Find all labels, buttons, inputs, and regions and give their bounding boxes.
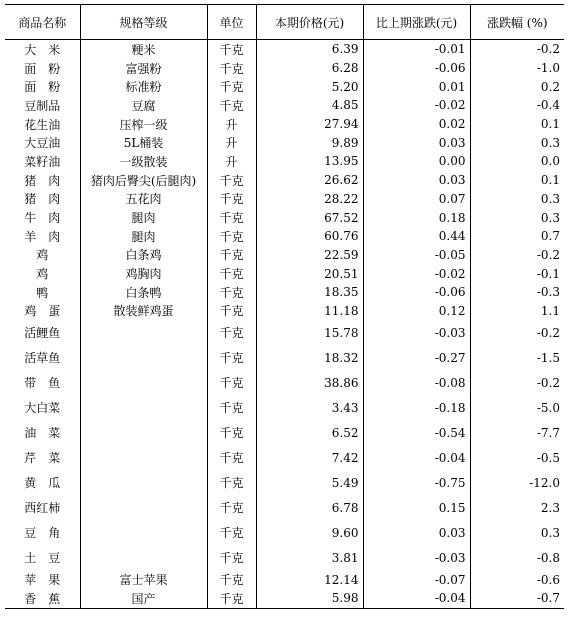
cell-product-name: 苹 果 <box>24 573 61 588</box>
cell-spec-grade: 豆腐 <box>80 96 207 115</box>
cell-product-name: 土 豆 <box>24 551 61 566</box>
cell-price-change: -0.02 <box>363 264 470 283</box>
cell-product-name: 大白菜 <box>24 401 61 416</box>
header-price-change: 比上期涨跌(元) <box>363 5 470 40</box>
table-row <box>5 59 564 78</box>
cell-spec-grade <box>80 370 207 395</box>
header-change-percent: 涨跌幅 (%) <box>470 5 564 40</box>
cell-unit: 千克 <box>207 470 256 495</box>
cell-price-change: 0.07 <box>363 190 470 209</box>
cell-spec-grade <box>80 445 207 470</box>
cell-current-price: 18.32 <box>256 345 363 370</box>
price-table <box>5 4 564 609</box>
cell-change-percent: -0.5 <box>470 445 564 470</box>
cell-current-price: 5.20 <box>256 77 363 96</box>
cell-unit: 升 <box>207 152 256 171</box>
cell-price-change: 0.02 <box>363 115 470 134</box>
cell-change-percent: 0.1 <box>470 171 564 190</box>
table-row <box>5 40 564 59</box>
table-row <box>5 171 564 190</box>
table-row <box>5 470 564 495</box>
header-product-name: 商品名称 <box>5 5 80 40</box>
table-row <box>5 190 564 209</box>
cell-product-name: 鸡 <box>36 248 49 263</box>
cell-current-price: 12.14 <box>256 570 363 589</box>
cell-product-name: 香 蕉 <box>5 589 80 608</box>
cell-price-change: 0.00 <box>363 152 470 171</box>
cell-change-percent: 1.1 <box>470 302 564 321</box>
cell-unit: 千克 <box>207 208 256 227</box>
table-row <box>5 420 564 445</box>
cell-change-percent: 0.7 <box>470 227 564 246</box>
cell-spec-grade: 散装鲜鸡蛋 <box>80 302 207 321</box>
cell-price-change: -0.03 <box>363 545 470 570</box>
cell-price-change: -0.18 <box>363 395 470 420</box>
cell-product-name: 猪 肉 <box>24 173 61 188</box>
cell-current-price: 6.39 <box>256 40 363 59</box>
cell-change-percent: 0.2 <box>470 77 564 96</box>
cell-current-price: 22.59 <box>256 246 363 265</box>
cell-spec-grade: 猪肉后臀尖(后腿肉) <box>80 171 207 190</box>
table-row <box>5 520 564 545</box>
header-spec-grade: 规格等级 <box>80 5 207 40</box>
cell-product-name: 花生油 <box>24 117 61 132</box>
table-row <box>5 345 564 370</box>
cell-current-price: 38.86 <box>256 370 363 395</box>
table-row <box>5 133 564 152</box>
cell-unit: 升 <box>207 133 256 152</box>
table-row <box>5 302 564 321</box>
cell-change-percent: -0.3 <box>470 283 564 302</box>
cell-current-price: 28.22 <box>256 190 363 209</box>
cell-change-percent: -0.7 <box>470 589 564 608</box>
cell-spec-grade: 标准粉 <box>80 77 207 96</box>
cell-current-price: 4.85 <box>256 96 363 115</box>
header-row <box>5 5 564 40</box>
cell-product-name: 大豆油 <box>24 136 61 151</box>
header-current-price: 本期价格(元) <box>256 5 363 40</box>
cell-product-name: 鸡 <box>36 267 49 282</box>
cell-spec-grade: 富强粉 <box>80 59 207 78</box>
cell-current-price: 5.49 <box>256 470 363 495</box>
cell-current-price: 7.42 <box>256 445 363 470</box>
cell-change-percent: -0.6 <box>470 570 564 589</box>
cell-price-change: -0.27 <box>363 345 470 370</box>
cell-price-change: -0.06 <box>363 59 470 78</box>
cell-price-change: 0.12 <box>363 302 470 321</box>
cell-change-percent: -7.7 <box>470 420 564 445</box>
cell-current-price: 3.81 <box>256 545 363 570</box>
cell-unit: 千克 <box>207 264 256 283</box>
cell-change-percent: -0.2 <box>470 370 564 395</box>
cell-spec-grade <box>80 545 207 570</box>
cell-spec-grade: 五花肉 <box>80 190 207 209</box>
cell-current-price: 9.89 <box>256 133 363 152</box>
cell-price-change: 0.18 <box>363 208 470 227</box>
table-row <box>5 115 564 134</box>
cell-spec-grade: 5L桶装 <box>80 133 207 152</box>
cell-price-change: -0.04 <box>363 589 470 608</box>
header-unit: 单位 <box>207 5 256 40</box>
table-row <box>5 283 564 302</box>
cell-current-price: 5.98 <box>256 589 363 608</box>
cell-unit: 千克 <box>207 589 256 608</box>
cell-price-change: 0.03 <box>363 133 470 152</box>
cell-unit: 千克 <box>207 96 256 115</box>
cell-current-price: 60.76 <box>256 227 363 246</box>
cell-change-percent: 0.3 <box>470 190 564 209</box>
cell-product-name: 活鲤鱼 <box>24 326 61 341</box>
cell-product-name: 猪 肉 <box>24 192 61 207</box>
cell-current-price: 67.52 <box>256 208 363 227</box>
cell-price-change: -0.02 <box>363 96 470 115</box>
cell-spec-grade: 腿肉 <box>80 227 207 246</box>
cell-product-name: 油 菜 <box>24 426 61 441</box>
cell-product-name: 面 粉 <box>24 61 61 76</box>
cell-spec-grade <box>80 395 207 420</box>
cell-unit: 千克 <box>207 520 256 545</box>
cell-spec-grade: 一级散装 <box>80 152 207 171</box>
table-row <box>5 152 564 171</box>
cell-current-price: 3.43 <box>256 395 363 420</box>
cell-price-change: -0.01 <box>363 40 470 59</box>
table-row <box>5 395 564 420</box>
cell-change-percent: -0.2 <box>470 40 564 59</box>
cell-unit: 千克 <box>207 345 256 370</box>
cell-unit: 千克 <box>207 320 256 345</box>
cell-product-name: 菜籽油 <box>24 154 61 169</box>
cell-change-percent: -0.4 <box>470 96 564 115</box>
table-row <box>5 570 564 589</box>
cell-product-name: 大 米 <box>24 42 61 57</box>
cell-spec-grade: 白条鸭 <box>80 283 207 302</box>
cell-unit: 千克 <box>207 570 256 589</box>
cell-change-percent: 0.3 <box>470 520 564 545</box>
table-row <box>5 495 564 520</box>
table-row <box>5 445 564 470</box>
cell-current-price: 26.62 <box>256 171 363 190</box>
cell-product-name: 西红柿 <box>24 501 61 516</box>
table-row <box>5 246 564 265</box>
cell-spec-grade <box>80 470 207 495</box>
cell-price-change: -0.06 <box>363 283 470 302</box>
cell-unit: 千克 <box>207 59 256 78</box>
cell-unit: 千克 <box>207 190 256 209</box>
table-row <box>5 96 564 115</box>
cell-current-price: 15.78 <box>256 320 363 345</box>
cell-price-change: -0.05 <box>363 246 470 265</box>
cell-spec-grade: 鸡胸肉 <box>80 264 207 283</box>
cell-unit: 千克 <box>207 40 256 59</box>
cell-current-price: 18.35 <box>256 283 363 302</box>
cell-current-price: 20.51 <box>256 264 363 283</box>
cell-price-change: 0.03 <box>363 520 470 545</box>
cell-price-change: -0.08 <box>363 370 470 395</box>
table-row <box>5 208 564 227</box>
cell-change-percent: -0.8 <box>470 545 564 570</box>
cell-price-change: 0.15 <box>363 495 470 520</box>
cell-product-name: 带 鱼 <box>24 376 61 391</box>
cell-product-name: 芹 菜 <box>24 451 61 466</box>
cell-current-price: 11.18 <box>256 302 363 321</box>
cell-price-change: -0.07 <box>363 570 470 589</box>
cell-change-percent: -5.0 <box>470 395 564 420</box>
cell-product-name: 豆 角 <box>24 526 61 541</box>
cell-spec-grade: 压榨一级 <box>80 115 207 134</box>
cell-spec-grade: 腿肉 <box>80 208 207 227</box>
cell-unit: 千克 <box>207 171 256 190</box>
cell-product-name: 鸭 <box>36 285 49 300</box>
cell-current-price: 6.52 <box>256 420 363 445</box>
cell-current-price: 6.78 <box>256 495 363 520</box>
table-row <box>5 320 564 345</box>
cell-product-name: 豆制品 <box>24 98 61 113</box>
cell-price-change: 0.01 <box>363 77 470 96</box>
cell-spec-grade <box>80 420 207 445</box>
table-row <box>5 545 564 570</box>
cell-unit: 升 <box>207 115 256 134</box>
cell-change-percent: 0.3 <box>470 208 564 227</box>
cell-product-name: 黄 瓜 <box>24 476 61 491</box>
cell-change-percent: -1.5 <box>470 345 564 370</box>
table-row <box>5 370 564 395</box>
cell-unit: 千克 <box>207 395 256 420</box>
cell-product-name: 鸡 蛋 <box>24 304 61 319</box>
table-body <box>5 40 564 609</box>
cell-price-change: -0.54 <box>363 420 470 445</box>
cell-unit: 千克 <box>207 246 256 265</box>
cell-spec-grade <box>80 495 207 520</box>
cell-spec-grade: 国产 <box>80 589 207 608</box>
cell-change-percent: -0.1 <box>470 264 564 283</box>
cell-unit: 千克 <box>207 495 256 520</box>
table-row <box>5 77 564 96</box>
table-row <box>5 264 564 283</box>
cell-change-percent: -12.0 <box>470 470 564 495</box>
cell-current-price: 6.28 <box>256 59 363 78</box>
cell-current-price: 9.60 <box>256 520 363 545</box>
cell-price-change: -0.03 <box>363 320 470 345</box>
cell-spec-grade <box>80 320 207 345</box>
cell-product-name: 牛 肉 <box>24 211 61 226</box>
cell-unit: 千克 <box>207 545 256 570</box>
cell-price-change: 0.44 <box>363 227 470 246</box>
cell-product-name: 面 粉 <box>24 80 61 95</box>
cell-change-percent: 2.3 <box>470 495 564 520</box>
cell-change-percent: 0.3 <box>470 133 564 152</box>
cell-spec-grade: 富士苹果 <box>80 570 207 589</box>
cell-unit: 千克 <box>207 370 256 395</box>
cell-unit: 千克 <box>207 77 256 96</box>
cell-change-percent: -0.2 <box>470 320 564 345</box>
cell-product-name: 羊 肉 <box>24 229 61 244</box>
cell-current-price: 27.94 <box>256 115 363 134</box>
cell-change-percent: 0.0 <box>470 152 564 171</box>
cell-price-change: -0.04 <box>363 445 470 470</box>
cell-spec-grade <box>80 345 207 370</box>
cell-spec-grade: 白条鸡 <box>80 246 207 265</box>
cell-unit: 千克 <box>207 420 256 445</box>
cell-change-percent: -1.0 <box>470 59 564 78</box>
cell-change-percent: -0.2 <box>470 246 564 265</box>
cell-unit: 千克 <box>207 283 256 302</box>
cell-current-price: 13.95 <box>256 152 363 171</box>
cell-unit: 千克 <box>207 302 256 321</box>
cell-unit: 千克 <box>207 445 256 470</box>
cell-spec-grade <box>80 520 207 545</box>
cell-spec-grade: 粳米 <box>80 40 207 59</box>
cell-change-percent: 0.1 <box>470 115 564 134</box>
table-row <box>5 227 564 246</box>
cell-price-change: -0.75 <box>363 470 470 495</box>
cell-unit: 千克 <box>207 227 256 246</box>
cell-price-change: 0.03 <box>363 171 470 190</box>
cell-product-name: 活草鱼 <box>24 351 61 366</box>
table-row <box>5 589 564 608</box>
